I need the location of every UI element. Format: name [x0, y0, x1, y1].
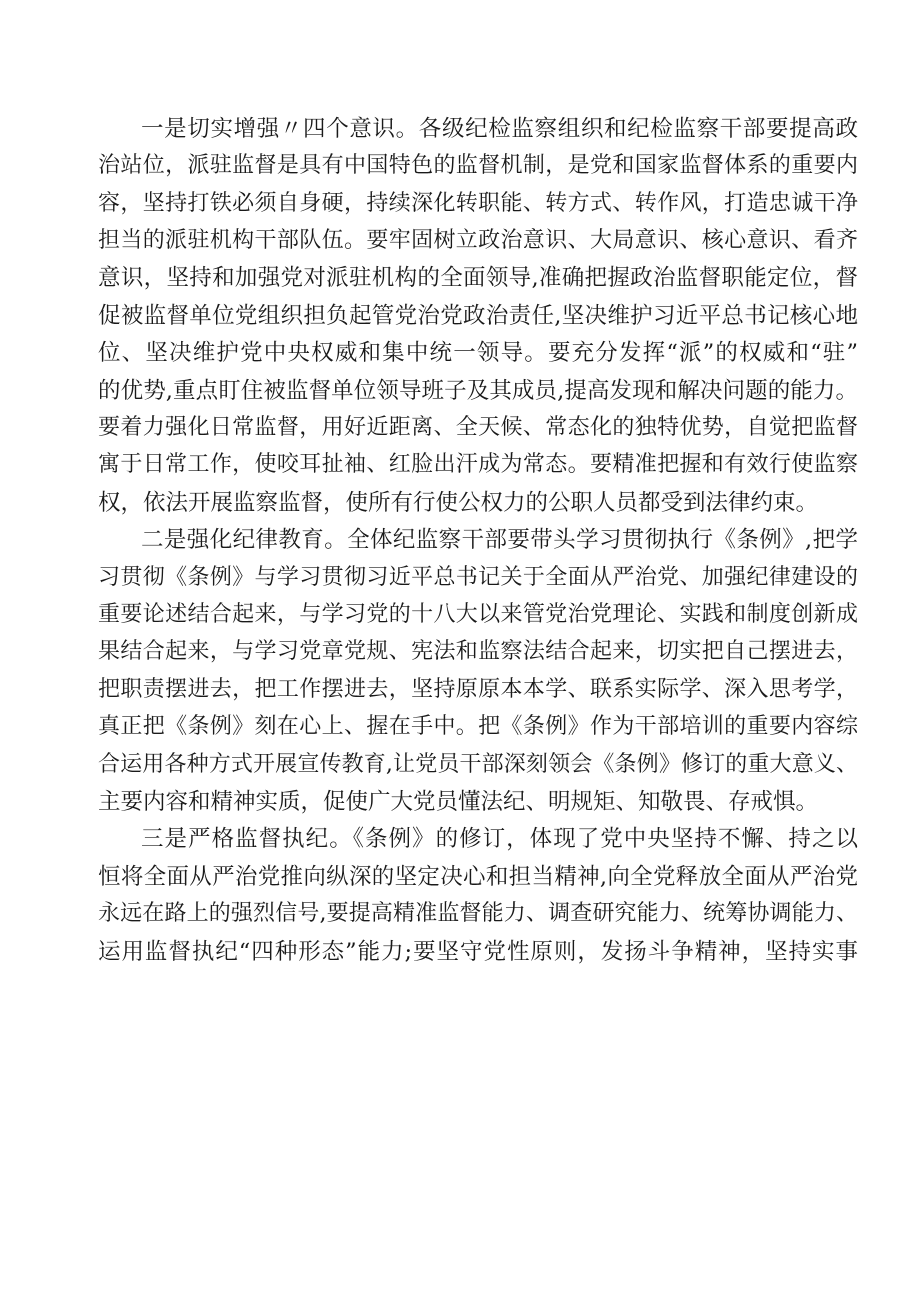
paragraph-line: 一是切实增强〃四个意识。各级纪检监察组织和纪检监察干部要提高政	[141, 116, 858, 142]
paragraph-line: 习贯彻《条例》与学习贯彻习近平总书记关于全面从严治党、加强纪律建设的	[98, 565, 858, 590]
paragraph-line: 权，依法开展监察监督，使所有行使公权力的公职人员都受到法律约束。	[98, 490, 819, 516]
paragraph-line: 永远在路上的强烈信号,要提高精准监督能力、调查研究能力、统筹协调能力、	[98, 901, 858, 926]
paragraph-line: 主要内容和精神实质，促使广大党员懂法纪、明规矩、知敬畏、存戒惧。	[98, 789, 819, 815]
paragraph-line: 的优势,重点盯住被监督单位领导班子及其成员,提高发现和解决问题的能力。	[98, 378, 858, 404]
paragraph-line: 寓于日常工作，使咬耳扯袖、红脸出汗成为常态。要精准把握和有效行使监察	[98, 452, 858, 477]
paragraph-line: 把职责摆进去，把工作摆进去，坚持原原本本学、联系实际学、深入思考学，	[98, 677, 858, 702]
paragraph-line: 意识，坚持和加强党对派驻机构的全面领导,准确把握政治监督职能定位，督	[98, 265, 858, 291]
paragraph-line: 容，坚持打铁必须自身硬，持续深化转职能、转方式、转作风，打造忠诚干净	[98, 191, 858, 216]
paragraph-line: 合运用各种方式开展宣传教育,让党员干部深刻领会《条例》修订的重大意义、	[98, 752, 858, 777]
paragraph-line: 治站位，派驻监督是具有中国特色的监督机制，是党和国家监督体系的重要内	[98, 153, 858, 178]
paragraph-line: 三是严格监督执纪。《条例》的修订，体现了党中央坚持不懈、持之以	[141, 826, 858, 852]
paragraph-line: 要着力强化日常监督，用好近距离、全天候、常态化的独特优势，自觉把监督	[98, 415, 858, 440]
paragraph-line: 位、坚决维护党中央权威和集中统一领导。要充分发挥“派”的权威和“驻”	[98, 340, 858, 366]
paragraph-line: 真正把《条例》刻在心上、握在手中。把《条例》作为干部培训的重要内容综	[98, 714, 858, 739]
paragraph-line: 促被监督单位党组织担负起管党治党政治责任,坚决维护习近平总书记核心地	[98, 303, 858, 329]
paragraph-line: 果结合起来，与学习党章党规、宪法和监察法结合起来，切实把自己摆进去，	[98, 639, 858, 664]
paragraph-line: 担当的派驻机构干部队伍。要牢固树立政治意识、大局意识、核心意识、看齐	[98, 228, 858, 253]
paragraph-line: 二是强化纪律教育。全体纪监察干部要带头学习贯彻执行《条例》,把学	[141, 527, 858, 553]
paragraph-line: 恒将全面从严治党推向纵深的坚定决心和担当精神,向全党释放全面从严治党	[98, 864, 858, 890]
paragraph-line: 运用监督执纪“四种形态”能力;要坚守党性原则，发扬斗争精神，坚持实事	[98, 939, 858, 965]
paragraph-line: 重要论述结合起来，与学习党的十八大以来管党治党理论、实践和制度创新成	[98, 602, 858, 627]
